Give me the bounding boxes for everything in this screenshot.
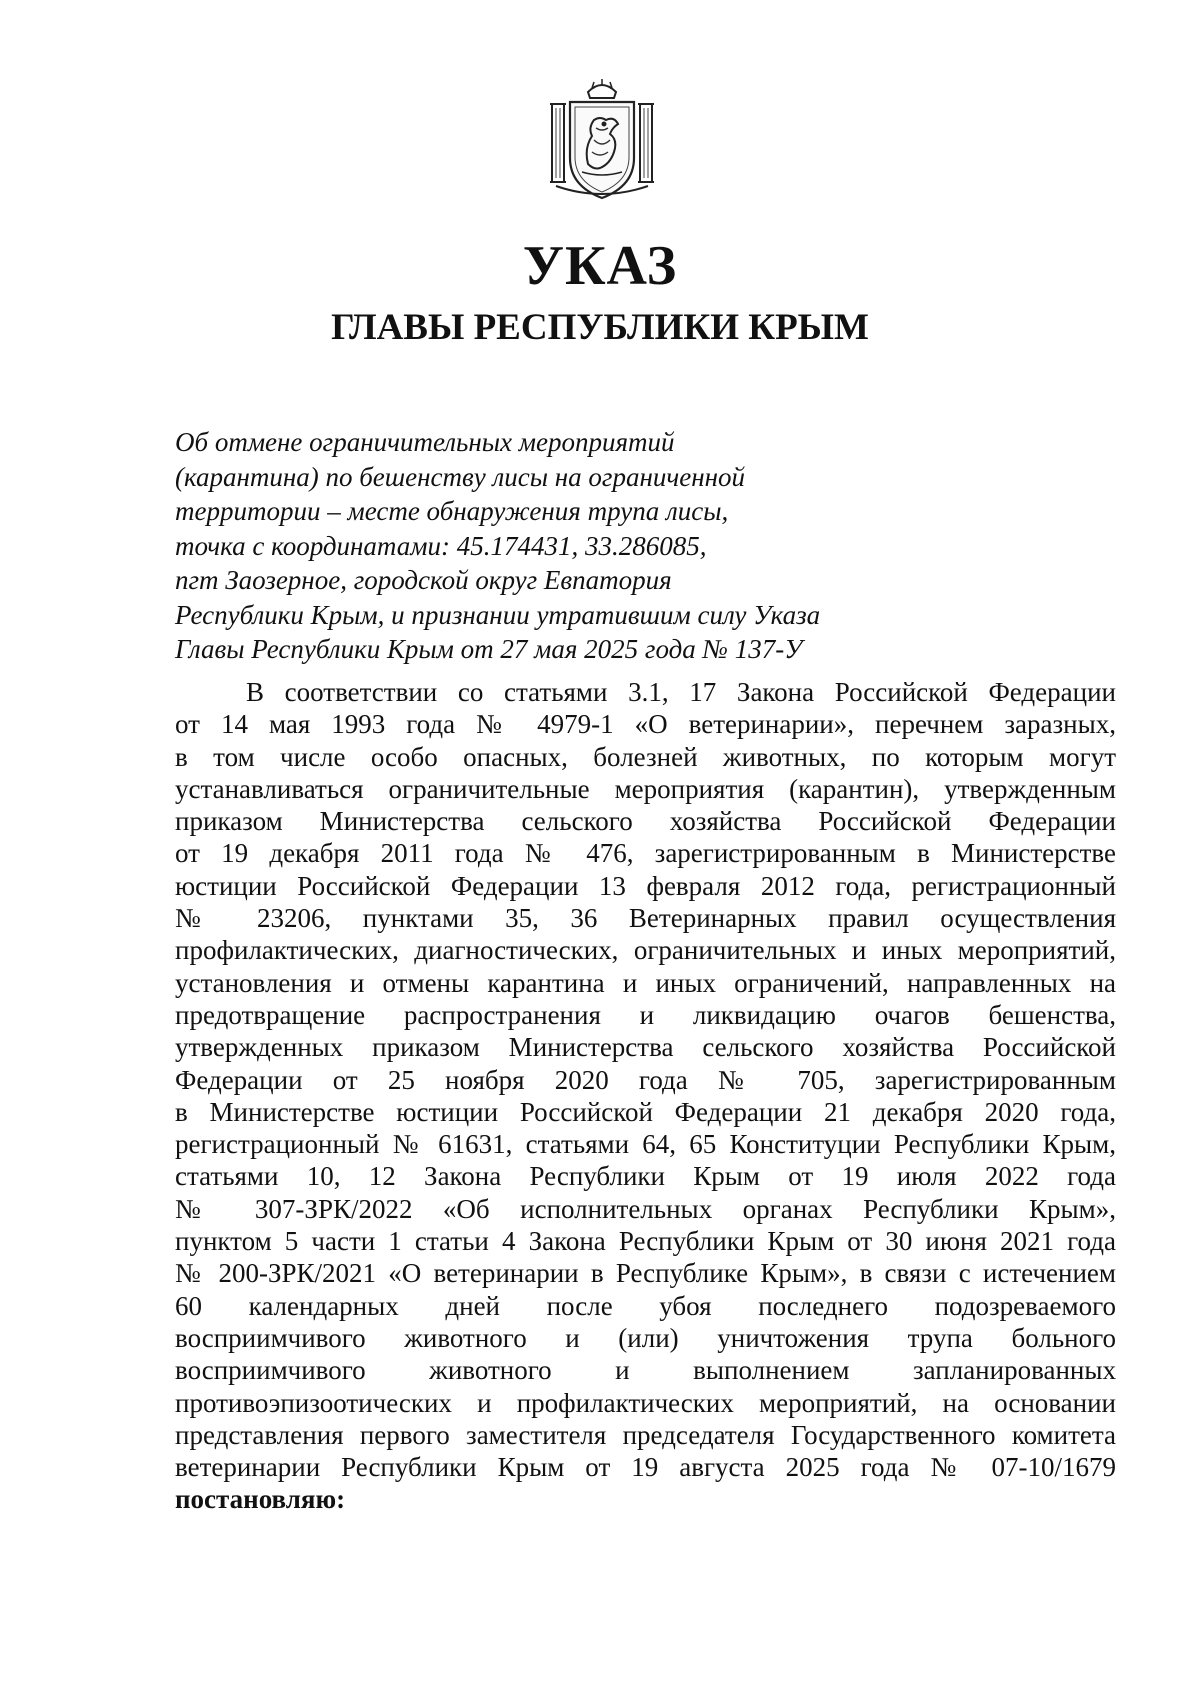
body-line: восприимчивого животного и (или) уничтожения трупа больного (175, 1322, 1116, 1353)
body-line: регистрационный № 61631, статьями 64, 65 Конституции Республики Крым, (175, 1129, 1116, 1160)
body-line: № 200-ЗРК/2021 «О ветеринарии в Республике Крым», в связи с истечением (175, 1258, 1116, 1289)
body-line: В соответствии со статьями 3.1, 17 Закона Российской Федерации (246, 677, 1116, 707)
body-line: утвержденных приказом Министерства сельского хозяйства Российской (175, 1032, 1116, 1063)
heading-line: (карантина) по бешенству лисы на ограниченной (175, 461, 746, 492)
body-line: восприимчивого животного и выполнением запланированных (175, 1355, 1116, 1386)
body-line: представления первого заместителя председателя Государственного комитета (175, 1419, 1116, 1450)
body-line: № 23206, пунктами 35, 36 Ветеринарных правил осуществления (175, 903, 1116, 934)
heading-line: территории – месте обнаружения трупа лисы, (175, 496, 729, 526)
body-line: от 19 декабря 2011 года № 476, зарегистрированным в Министерстве (175, 838, 1116, 869)
body-line: в Министерстве юстиции Российской Федерации 21 декабря 2020 года, (175, 1096, 1116, 1127)
heading-line: точка с координатами: 45.174431, 33.286085, (175, 530, 707, 561)
body-line: противоэпизоотических и профилактических мероприятий, на основании (175, 1387, 1116, 1418)
body-line: установления и отмены карантина и иных ограничений, направленных на (175, 967, 1116, 998)
body-line: приказом Министерства сельского хозяйства Российской Федерации (175, 806, 1116, 837)
decree-body (175, 676, 1116, 1516)
body-line: № 307-ЗРК/2022 «Об исполнительных органах Республики Крым», (175, 1193, 1116, 1224)
crimea-coat-of-arms-icon (548, 78, 656, 202)
heading-line: пгт Заозерное, городской округ Евпатория (175, 565, 672, 595)
body-line: юстиции Российской Федерации 13 февраля 2012 года, регистрационный (175, 870, 1116, 901)
body-line: в том числе особо опасных, болезней животных, по которым могут (175, 741, 1116, 772)
heading-line: Республики Крым, и признании утратившим силу Указа (175, 599, 821, 630)
decree-word: постановляю: (175, 1484, 346, 1515)
decree-heading (175, 425, 935, 667)
body-line: от 14 мая 1993 года № 4979-1 «О ветеринарии», перечнем заразных, (175, 709, 1116, 740)
heading-line: Об отмене ограничительных мероприятий (175, 427, 675, 457)
document-subtitle: ГЛАВЫ РЕСПУБЛИКИ КРЫМ (331, 307, 869, 348)
body-line: Федерации от 25 ноября 2020 года № 705, зарегистрированным (175, 1064, 1116, 1095)
body-line: 60 календарных дней после убоя последнего подозреваемого (175, 1290, 1116, 1321)
body-line: ветеринарии Республики Крым от 19 августа 2025 года № 07-10/1679 (175, 1452, 1116, 1483)
document-title: УКАЗ (522, 235, 678, 297)
body-line: устанавливаться ограничительные мероприятия (карантин), утвержденным (175, 773, 1116, 804)
body-line: пунктом 5 части 1 статьи 4 Закона Республики Крым от 30 июня 2021 года (175, 1226, 1116, 1257)
body-line: статьями 10, 12 Закона Республики Крым от 19 июля 2022 года (175, 1161, 1116, 1192)
body-line: предотвращение распространения и ликвидацию очагов бешенства, (175, 999, 1116, 1030)
heading-line: Главы Республики Крым от 27 мая 2025 года № 137-У (175, 634, 803, 664)
body-line: профилактических, диагностических, ограничительных и иных мероприятий, (175, 935, 1116, 966)
